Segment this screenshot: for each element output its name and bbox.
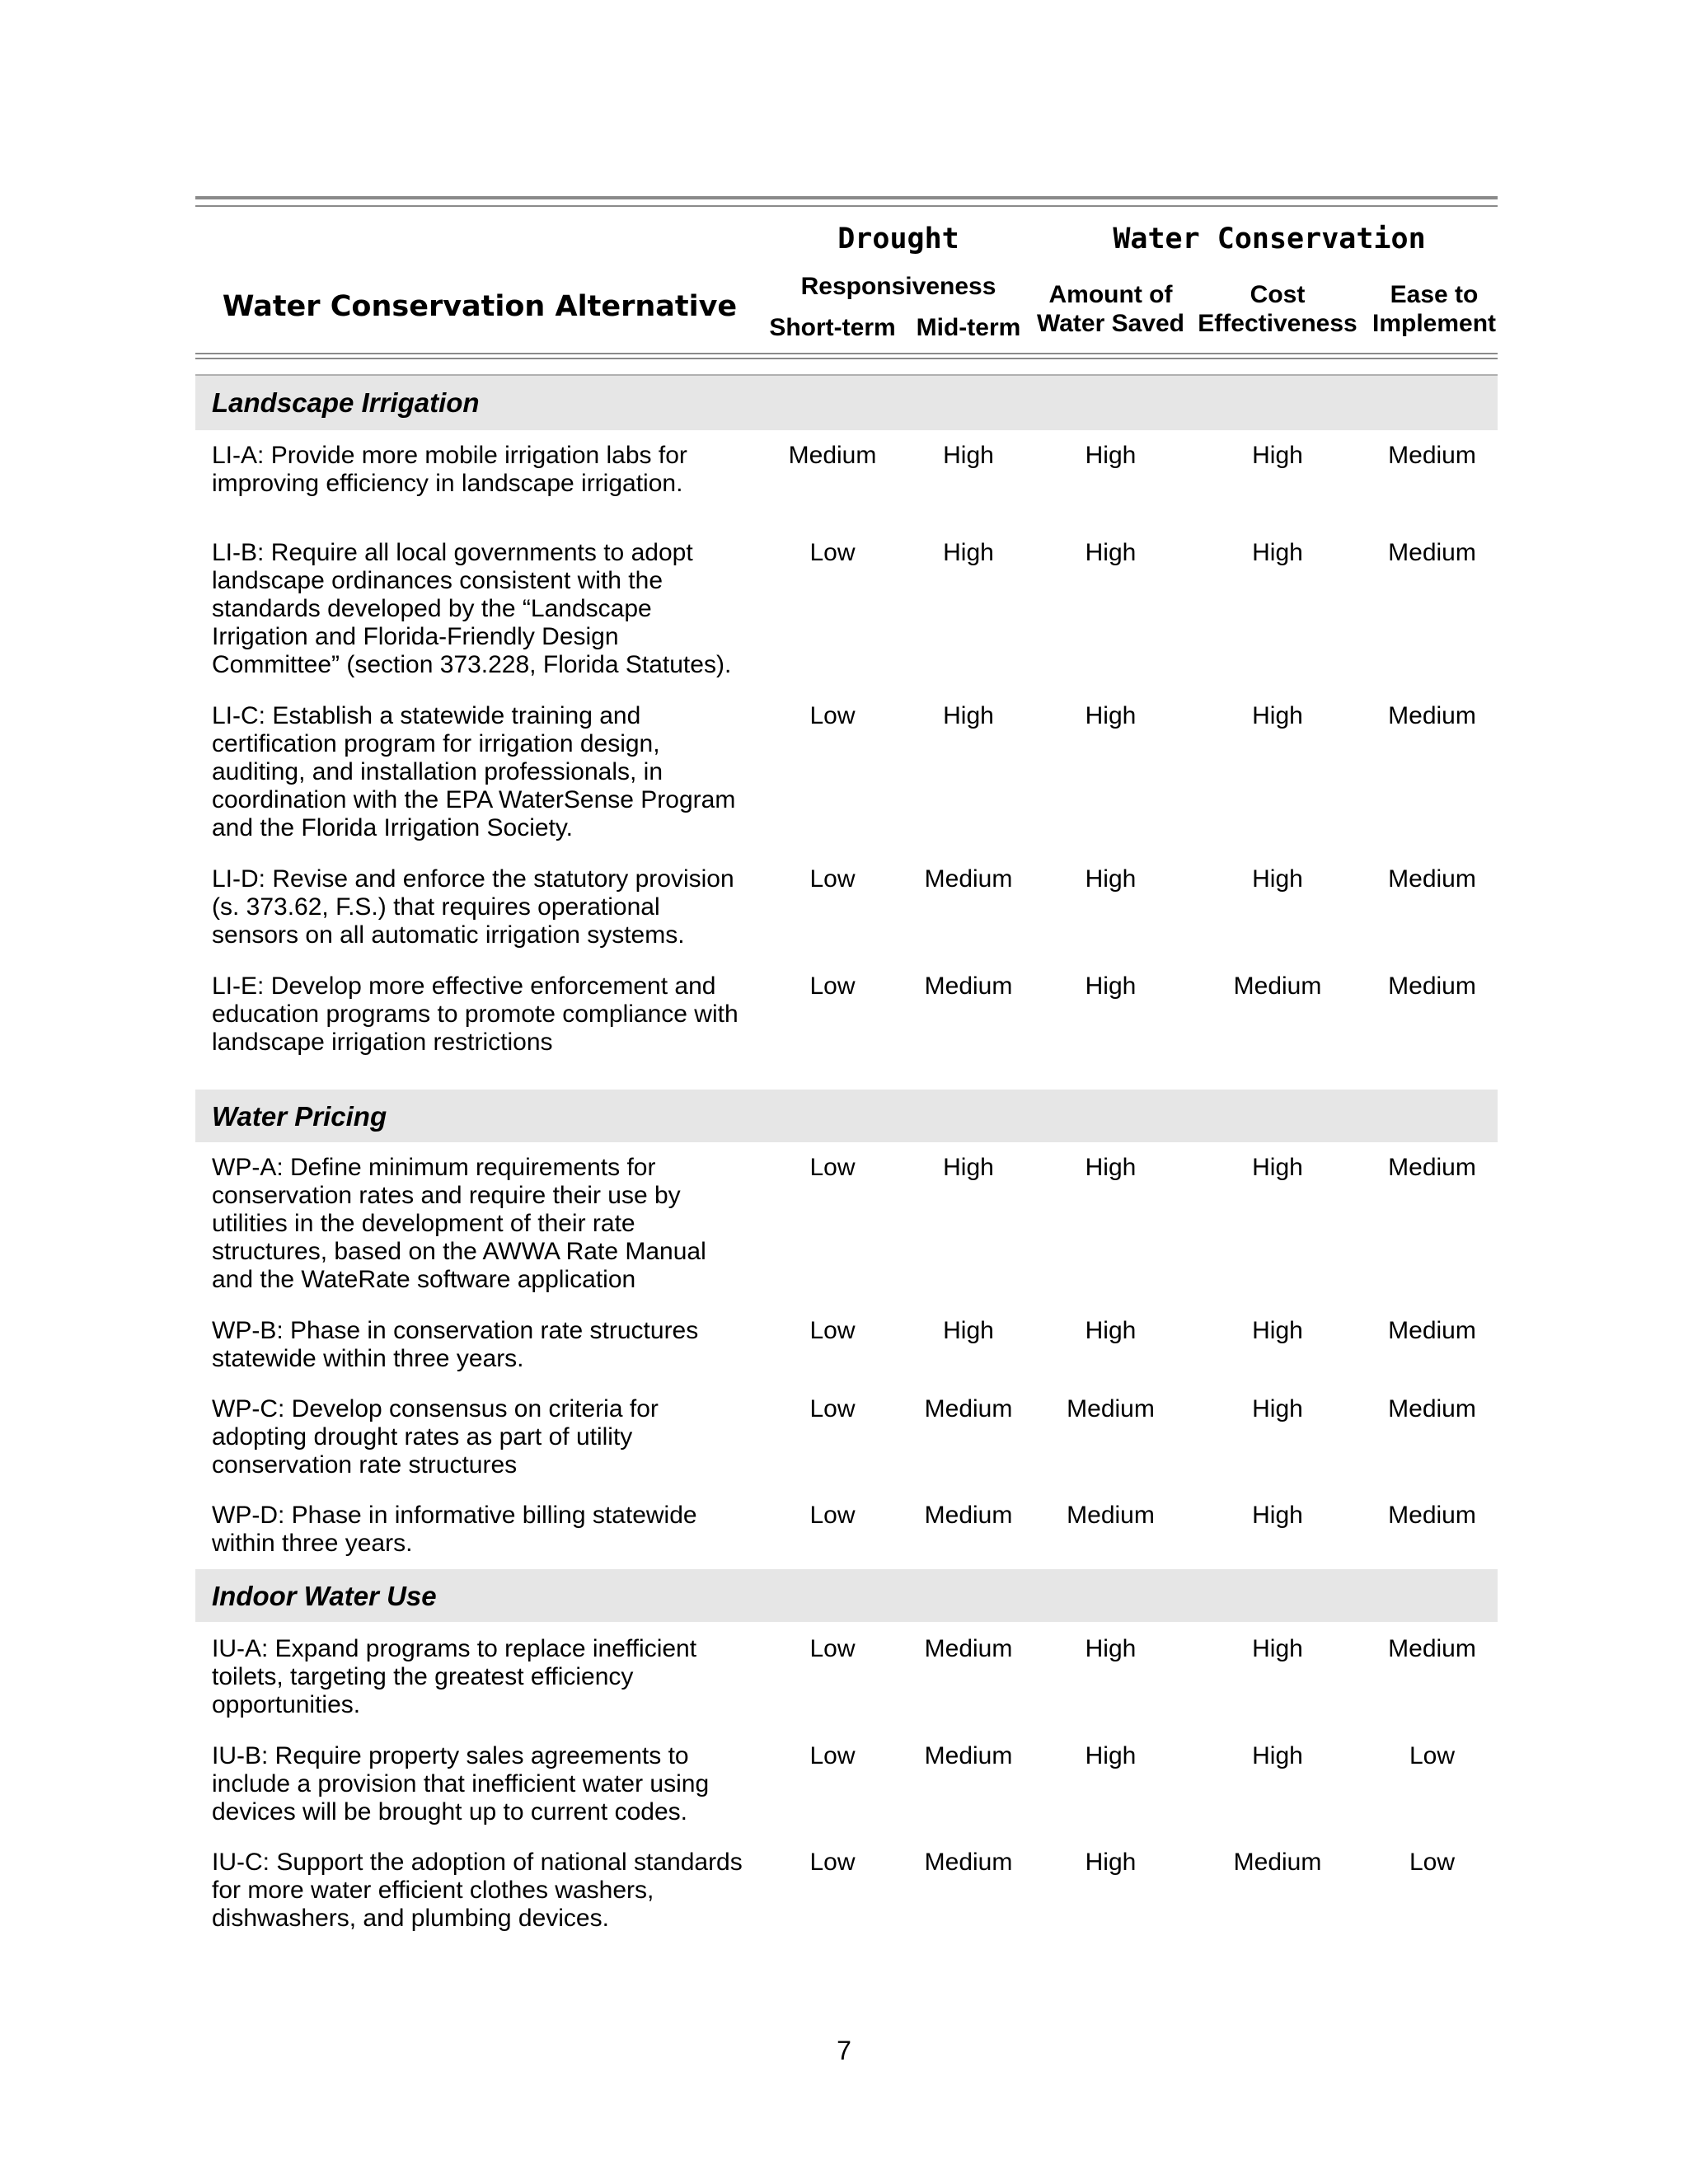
- short-term-rating: Low: [809, 1502, 856, 1529]
- ease-rating: Low: [1409, 1849, 1456, 1876]
- mid-term-rating: Medium: [924, 1849, 1013, 1876]
- section-title-water-pricing: Water Pricing: [212, 1101, 387, 1132]
- short-term-header: Short-term: [769, 314, 896, 341]
- amount-saved-rating: Medium: [1067, 1502, 1155, 1529]
- amount-header-line2: Water Saved: [1037, 310, 1184, 337]
- ease-header-line2: Implement: [1372, 310, 1497, 337]
- short-term-rating: Low: [809, 1849, 856, 1876]
- alternative-description: LI-D: Revise and enforce the statutory provision (s. 373.62, F.S.) that requires operational sensors on all automatic irrigation systems.: [212, 865, 734, 949]
- ease-rating: Medium: [1388, 702, 1476, 729]
- short-term-rating: Low: [809, 1154, 856, 1181]
- section-title-landscape-irrigation: Landscape Irrigation: [212, 387, 480, 418]
- amount-saved-rating: High: [1085, 1849, 1137, 1876]
- alternative-description: IU-B: Require property sales agreements to include a provision that inefficient water using devices will be brought up to current codes.: [212, 1742, 710, 1825]
- cost-effectiveness-rating: High: [1252, 1154, 1303, 1181]
- mid-term-rating: High: [943, 539, 994, 566]
- ease-rating: Medium: [1388, 1317, 1476, 1344]
- amount-saved-rating: High: [1085, 1742, 1137, 1769]
- short-term-rating: Low: [809, 865, 856, 893]
- ease-rating: Medium: [1388, 442, 1476, 469]
- cost-header: [1191, 280, 1364, 338]
- short-term-rating: Medium: [788, 442, 877, 469]
- amount-saved-rating: High: [1085, 865, 1137, 893]
- amount-saved-rating: High: [1085, 539, 1137, 566]
- header-bottom-rule: [195, 353, 1498, 354]
- short-term-rating: Low: [809, 702, 856, 729]
- cost-effectiveness-rating: High: [1252, 442, 1303, 469]
- ease-rating: Medium: [1388, 865, 1476, 893]
- cost-effectiveness-rating: High: [1252, 865, 1303, 893]
- mid-term-rating: Medium: [924, 1502, 1013, 1529]
- amount-saved-rating: High: [1085, 1635, 1137, 1662]
- alternative-description: WP-B: Phase in conservation rate structures statewide within three years.: [212, 1317, 699, 1372]
- mid-term-rating: High: [943, 702, 994, 729]
- mid-term-rating: Medium: [924, 865, 1013, 893]
- responsiveness-label: Responsiveness: [800, 273, 996, 300]
- short-term-rating: Low: [809, 1317, 856, 1344]
- alternative-description: IU-A: Expand programs to replace inefficient toilets, targeting the greatest efficiency opportunities.: [212, 1635, 697, 1718]
- short-term-rating: Low: [809, 1395, 856, 1422]
- water-conservation-label: Water Conservation: [1113, 223, 1426, 255]
- alternative-description: LI-C: Establish a statewide training and certification program for irrigation design, auditing, and installation professionals, in coordination with the EPA WaterSense Program and the Florida Irrigation Society.: [212, 702, 736, 841]
- mid-term-rating: Medium: [924, 1742, 1013, 1769]
- mid-term-rating: High: [943, 1317, 994, 1344]
- cost-effectiveness-rating: High: [1252, 1317, 1303, 1344]
- ease-rating: Medium: [1388, 1395, 1476, 1422]
- cost-effectiveness-rating: Medium: [1233, 972, 1322, 1000]
- page-number: 7: [837, 2036, 851, 2065]
- short-term-rating: Low: [809, 1742, 856, 1769]
- mid-term-rating: Medium: [924, 972, 1013, 1000]
- mid-term-rating: High: [943, 442, 994, 469]
- ease-rating: Medium: [1388, 1502, 1476, 1529]
- alternative-description: LI-E: Develop more effective enforcement and education programs to promote compliance with landscape irrigation restrictions: [212, 972, 738, 1056]
- ease-rating: Low: [1409, 1742, 1456, 1769]
- cost-effectiveness-rating: High: [1252, 1742, 1303, 1769]
- mid-term-rating: Medium: [924, 1635, 1013, 1662]
- ease-rating: Medium: [1388, 1635, 1476, 1662]
- amount-saved-rating: High: [1085, 1154, 1137, 1181]
- header-top-rule: [195, 196, 1498, 199]
- ease-rating: Medium: [1388, 972, 1476, 1000]
- header-top-rule-thin: [195, 205, 1498, 207]
- short-term-rating: Low: [809, 1635, 856, 1662]
- ease-rating: Medium: [1388, 539, 1476, 566]
- amount-header-line1: Amount of: [1048, 281, 1173, 308]
- cost-effectiveness-rating: Medium: [1233, 1849, 1322, 1876]
- cost-effectiveness-rating: High: [1252, 1395, 1303, 1422]
- amount-saved-rating: Medium: [1067, 1395, 1155, 1422]
- short-term-rating: Low: [809, 972, 856, 1000]
- cost-header-line2: Effectiveness: [1198, 310, 1357, 337]
- ease-header: [1364, 280, 1504, 338]
- section-title-indoor-water-use: Indoor Water Use: [212, 1581, 437, 1611]
- alternative-description: LI-B: Require all local governments to adopt landscape ordinances consistent with the standards developed by the “Landscape Irrigation and Florida-Friendly Design Committee” (section 373.228, Florida Statutes).: [212, 539, 732, 678]
- cost-effectiveness-rating: High: [1252, 1635, 1303, 1662]
- ease-rating: Medium: [1388, 1154, 1476, 1181]
- cost-effectiveness-rating: High: [1252, 702, 1303, 729]
- alternative-description: WP-C: Develop consensus on criteria for adopting drought rates as part of utility conservation rate structures: [212, 1395, 659, 1479]
- mid-term-rating: High: [943, 1154, 994, 1181]
- mid-term-rating: Medium: [924, 1395, 1013, 1422]
- short-term-rating: Low: [809, 539, 856, 566]
- drought-label: Drought: [837, 223, 959, 255]
- column-title-alternative: Water Conservation Alternative: [222, 290, 738, 323]
- alternative-description: LI-A: Provide more mobile irrigation labs for improving efficiency in landscape irrigation.: [212, 442, 687, 497]
- mid-term-header: Mid-term: [916, 314, 1021, 341]
- cost-effectiveness-rating: High: [1252, 1502, 1303, 1529]
- amount-saved-rating: High: [1085, 442, 1137, 469]
- alternative-description: WP-D: Phase in informative billing statewide within three years.: [212, 1502, 697, 1557]
- ease-header-line1: Ease to: [1390, 281, 1479, 308]
- cost-effectiveness-rating: High: [1252, 539, 1303, 566]
- alternative-description: IU-C: Support the adoption of national standards for more water efficient clothes washers, dishwashers, and plumbing devices.: [212, 1849, 743, 1932]
- section-band-water-pricing: [195, 1090, 1498, 1142]
- amount-saved-rating: High: [1085, 972, 1137, 1000]
- header-bottom-rule-2: [195, 358, 1498, 359]
- alternative-description: WP-A: Define minimum requirements for conservation rates and require their use by utilities in the development of their rate structures, based on the AWWA Rate Manual and the WateRate software application: [212, 1154, 706, 1293]
- amount-saved-rating: High: [1085, 702, 1137, 729]
- cost-header-line1: Cost: [1250, 281, 1306, 308]
- amount-saved-rating: High: [1085, 1317, 1137, 1344]
- amount-header: [1030, 280, 1191, 338]
